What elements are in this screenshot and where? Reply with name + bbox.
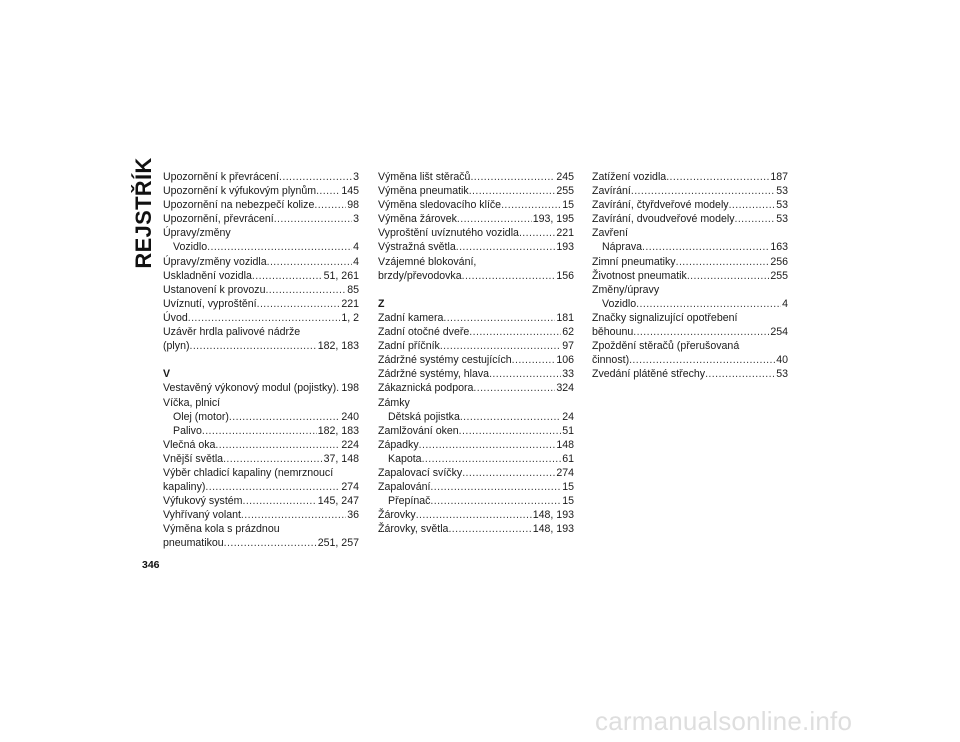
dot-leader — [205, 480, 340, 494]
entry-term: Vlečná oka — [163, 438, 216, 451]
index-entry — [378, 438, 574, 452]
index-entry — [378, 198, 574, 212]
entry-term: Zapalování — [378, 481, 431, 494]
entry-term: pneumatikou — [163, 537, 224, 550]
entry-page-ref: 51, 261 — [323, 269, 359, 282]
entry-term: Změny/úpravy — [592, 283, 660, 296]
index-entry — [592, 339, 788, 353]
index-entry — [378, 212, 574, 226]
entry-term: Vestavěný výkonový modul (pojistky) — [163, 382, 337, 395]
dot-leader — [257, 297, 341, 311]
dot-leader — [241, 508, 346, 522]
index-entry — [592, 170, 788, 184]
entry-term: Zavírání, dvoudveřové modely — [592, 213, 735, 226]
dot-leader — [202, 424, 317, 438]
entry-page-ref: 148, 193 — [532, 509, 574, 522]
index-entry — [163, 396, 359, 410]
index-entry — [378, 353, 574, 367]
entry-term: Upozornění k převrácení — [163, 171, 280, 183]
entry-page-ref: 3 — [353, 213, 359, 226]
dot-leader — [460, 410, 561, 424]
entry-term: Vozidlo — [173, 241, 208, 254]
entry-page-ref: 148, 193 — [532, 523, 574, 536]
index-entry — [163, 424, 359, 438]
dot-leader — [252, 269, 323, 283]
entry-page-ref: 255 — [556, 185, 574, 198]
index-entry — [163, 283, 359, 297]
entry-page-ref: 163 — [770, 241, 788, 254]
index-entry — [163, 522, 359, 536]
entry-page-ref: 106 — [556, 354, 574, 367]
dot-leader — [469, 325, 561, 339]
dot-leader — [224, 536, 317, 550]
dot-leader — [443, 311, 555, 325]
entry-term: Náprava — [602, 241, 643, 254]
entry-term: Výběr chladicí kapaliny (nemrznoucí — [163, 466, 334, 479]
dot-leader — [631, 184, 775, 198]
entry-page-ref: 4 — [353, 241, 359, 254]
watermark: carmanualsonline.info — [595, 706, 853, 736]
dot-leader — [636, 297, 781, 311]
section-gap — [378, 283, 574, 297]
entry-term: Životnost pneumatik — [592, 269, 687, 282]
index-entry — [378, 522, 574, 536]
dot-leader — [419, 438, 556, 452]
index-entry — [163, 466, 359, 480]
entry-term: Zákaznická podpora — [378, 382, 474, 395]
entry-page-ref: 274 — [556, 466, 574, 479]
index-entry — [163, 381, 359, 395]
entry-term: Zapalovací svíčky — [378, 466, 463, 479]
dot-leader — [207, 240, 352, 254]
entry-term: Výstražná světla — [378, 241, 456, 254]
index-entry — [163, 438, 359, 452]
entry-page-ref: 4 — [782, 297, 788, 310]
dot-leader — [279, 170, 352, 184]
index-entry — [592, 297, 788, 311]
entry-term: Uskladnění vozidla — [163, 269, 252, 282]
dot-leader — [440, 339, 561, 353]
entry-term: kapaliny) — [163, 481, 206, 494]
entry-term: Uvíznutí, vyproštění — [163, 297, 257, 310]
dot-leader — [633, 325, 769, 339]
entry-page-ref: 182, 183 — [317, 424, 359, 437]
index-column-1 — [163, 170, 359, 551]
dot-leader — [190, 339, 317, 353]
entry-term: Zavírání — [592, 185, 631, 198]
dot-leader — [456, 240, 556, 254]
entry-term: Přepínač — [388, 495, 431, 508]
entry-term: Výměna sledovacího klíče — [378, 199, 502, 212]
index-entry — [163, 508, 359, 522]
entry-term: Úvod — [163, 311, 188, 324]
entry-page-ref: 221 — [556, 227, 574, 240]
index-entry — [592, 255, 788, 269]
dot-leader — [316, 184, 340, 198]
index-entry — [378, 269, 574, 283]
dot-leader — [519, 226, 555, 240]
entry-term: Vozidlo — [602, 297, 637, 310]
dot-leader — [629, 353, 775, 367]
index-entry — [592, 184, 788, 198]
dot-leader — [229, 410, 340, 424]
entry-page-ref: 1, 2 — [341, 311, 359, 324]
index-entry — [163, 198, 359, 212]
entry-page-ref: 274 — [341, 481, 359, 494]
index-entry — [163, 212, 359, 226]
dot-leader — [501, 198, 561, 212]
entry-term: Výměna žárovek — [378, 213, 457, 226]
entry-term: Upozornění k výfukovým plynům — [163, 185, 317, 198]
entry-page-ref: 245 — [556, 171, 574, 183]
entry-page-ref: 145, 247 — [317, 495, 359, 508]
index-entry — [378, 424, 574, 438]
entry-page-ref: 255 — [770, 269, 788, 282]
entry-term: Značky signalizující opotřebení — [592, 311, 738, 324]
dot-leader — [512, 353, 556, 367]
entry-term: (plyn) — [163, 340, 190, 353]
index-entry — [378, 311, 574, 325]
entry-term: Upozornění, převrácení — [163, 213, 274, 226]
entry-page-ref: 254 — [770, 326, 788, 339]
entry-term: Úpravy/změny — [163, 227, 231, 240]
entry-page-ref: 324 — [556, 382, 574, 395]
entry-page-ref: 36 — [347, 509, 359, 522]
entry-term: Dětská pojistka — [388, 410, 460, 423]
entry-page-ref: 156 — [556, 269, 574, 282]
dot-leader — [489, 367, 561, 381]
dot-leader — [430, 480, 561, 494]
entry-page-ref: 85 — [347, 283, 359, 296]
entry-term: Výměna pneumatik — [378, 185, 469, 198]
index-entry — [163, 269, 359, 283]
entry-term: Zadní příčník — [378, 340, 440, 353]
section-letter: Z — [378, 297, 385, 310]
dot-leader — [462, 466, 555, 480]
entry-term: běhounu — [592, 326, 634, 339]
dot-leader — [314, 198, 346, 212]
entry-page-ref: 4 — [353, 255, 359, 268]
entry-term: Olej (motor) — [173, 410, 229, 423]
index-entry — [592, 325, 788, 339]
index-entry — [378, 325, 574, 339]
entry-term: Uzávěr hrdla palivové nádrže — [163, 326, 301, 339]
entry-term: Vnější světla — [163, 452, 224, 465]
index-entry — [163, 325, 359, 339]
dot-leader — [274, 212, 352, 226]
entry-page-ref: 40 — [776, 354, 788, 367]
entry-page-ref: 53 — [776, 213, 788, 226]
dot-leader — [687, 269, 770, 283]
index-entry — [378, 480, 574, 494]
entry-page-ref: 62 — [562, 326, 574, 339]
entry-page-ref: 145 — [341, 185, 359, 198]
entry-page-ref: 256 — [770, 255, 788, 268]
dot-leader — [666, 170, 769, 184]
entry-term: Zpoždění stěračů (přerušovaná — [592, 340, 740, 353]
entry-page-ref: 3 — [353, 171, 359, 183]
entry-term: Vzájemné blokování, — [378, 255, 477, 268]
entry-page-ref: 221 — [341, 297, 359, 310]
entry-term: Zadní otočné dveře — [378, 326, 470, 339]
entry-page-ref: 53 — [776, 199, 788, 212]
entry-page-ref: 33 — [562, 368, 574, 381]
entry-page-ref: 15 — [562, 199, 574, 212]
entry-term: Žárovky — [378, 509, 416, 522]
dot-leader — [242, 494, 316, 508]
entry-term: Vyhřívaný volant — [163, 509, 241, 522]
index-side-title — [131, 157, 157, 269]
index-entry — [163, 410, 359, 424]
section-letter: V — [163, 368, 171, 381]
entry-term: Zádržné systémy cestujících — [378, 354, 512, 367]
index-entry — [592, 226, 788, 240]
dot-leader — [457, 212, 532, 226]
dot-leader — [267, 255, 352, 269]
dot-leader — [676, 255, 770, 269]
index-entry — [378, 494, 574, 508]
dot-leader — [430, 494, 561, 508]
entry-term: Palivo — [173, 424, 202, 437]
index-entry — [163, 494, 359, 508]
index-entry — [378, 184, 574, 198]
index-side-title-text: REJSTŘÍK — [131, 157, 156, 269]
index-entry — [378, 381, 574, 395]
index-entry — [378, 410, 574, 424]
entry-term: brzdy/převodovka — [378, 269, 462, 282]
dot-leader — [642, 240, 769, 254]
dot-leader — [705, 367, 775, 381]
entry-term: Zamlžování oken — [378, 424, 459, 437]
entry-page-ref: 53 — [776, 185, 788, 198]
entry-page-ref: 182, 183 — [317, 340, 359, 353]
index-entry — [163, 240, 359, 254]
entry-term: Víčka, plnicí — [163, 396, 221, 409]
dot-leader — [448, 522, 531, 536]
index-entry — [378, 466, 574, 480]
entry-page-ref: 24 — [562, 410, 574, 423]
entry-term: Žárovky, světla — [378, 523, 449, 536]
index-column-2 — [378, 170, 574, 536]
index-entry — [592, 198, 788, 212]
dot-leader — [462, 269, 556, 283]
entry-page-ref: 240 — [341, 410, 359, 423]
index-entry — [378, 170, 574, 184]
entry-page-ref: 61 — [562, 452, 574, 465]
index-entry — [592, 240, 788, 254]
index-entry — [592, 353, 788, 367]
entry-page-ref: 198 — [341, 382, 359, 395]
index-entry — [378, 255, 574, 269]
page-number: 346 — [142, 559, 160, 571]
entry-term: Vyproštění uvíznutého vozidla — [378, 227, 519, 240]
entry-page-ref: 37, 148 — [323, 452, 359, 465]
index-entry — [163, 226, 359, 240]
dot-leader — [459, 424, 562, 438]
index-entry — [163, 184, 359, 198]
dot-leader — [422, 452, 562, 466]
entry-term: Výměna kola s prázdnou — [163, 523, 280, 536]
index-entry — [378, 339, 574, 353]
entry-page-ref: 51 — [562, 424, 574, 437]
index-entry — [378, 396, 574, 410]
entry-term: Zavírání, čtyřdveřové modely — [592, 199, 729, 212]
index-entry — [163, 170, 359, 184]
entry-term: Výfukový systém — [163, 495, 243, 508]
entry-term: Úpravy/změny vozidla — [163, 255, 267, 268]
index-entry — [378, 452, 574, 466]
entry-term: Ustanovení k provozu — [163, 283, 266, 296]
entry-page-ref: 251, 257 — [317, 537, 359, 550]
dot-leader — [469, 184, 556, 198]
entry-page-ref: 187 — [770, 171, 788, 183]
index-entry — [163, 255, 359, 269]
entry-page-ref: 193 — [556, 241, 574, 254]
entry-page-ref: 15 — [562, 495, 574, 508]
section-gap — [163, 353, 359, 367]
entry-term: činnost) — [592, 354, 630, 367]
entry-term: Zadní kamera — [378, 311, 444, 324]
dot-leader — [729, 198, 776, 212]
index-entry — [592, 367, 788, 381]
entry-page-ref: 53 — [776, 368, 788, 381]
index-entry — [592, 212, 788, 226]
dot-leader — [188, 311, 341, 325]
index-column-3 — [592, 170, 788, 381]
index-entry — [378, 240, 574, 254]
entry-term: Zimní pneumatiky — [592, 255, 676, 268]
dot-leader — [416, 508, 532, 522]
dot-leader — [265, 283, 346, 297]
entry-page-ref: 148 — [556, 438, 574, 451]
entry-page-ref: 224 — [341, 438, 359, 451]
index-entry — [163, 339, 359, 353]
index-entry — [163, 311, 359, 325]
entry-term: Západky — [378, 438, 419, 451]
entry-term: Zatížení vozidla — [592, 171, 667, 183]
entry-page-ref: 98 — [347, 199, 359, 212]
index-entry — [378, 508, 574, 522]
index-entry — [378, 367, 574, 381]
entry-term: Upozornění na nebezpečí kolize — [163, 199, 315, 212]
index-entry — [163, 297, 359, 311]
entry-term: Zámky — [378, 396, 410, 409]
dot-leader — [470, 170, 555, 184]
index-entry — [592, 311, 788, 325]
entry-page-ref: 193, 195 — [532, 213, 574, 226]
entry-page-ref: 97 — [562, 340, 574, 353]
index-entry — [378, 226, 574, 240]
dot-leader — [473, 381, 555, 395]
dot-leader — [223, 452, 323, 466]
entry-page-ref: 15 — [562, 481, 574, 494]
entry-term: Zádržné systémy, hlava — [378, 368, 490, 381]
index-entry — [163, 536, 359, 550]
dot-leader — [735, 212, 776, 226]
dot-leader — [215, 438, 340, 452]
entry-term: Zvedání plátěné střechy — [592, 368, 706, 381]
index-entry — [163, 452, 359, 466]
index-entry — [592, 283, 788, 297]
index-entry — [163, 480, 359, 494]
entry-term: Výměna lišt stěračů — [378, 171, 471, 183]
entry-page-ref: 181 — [556, 311, 574, 324]
entry-term: Zavření — [592, 227, 628, 240]
index-entry — [592, 269, 788, 283]
entry-term: Kapota — [388, 452, 422, 465]
